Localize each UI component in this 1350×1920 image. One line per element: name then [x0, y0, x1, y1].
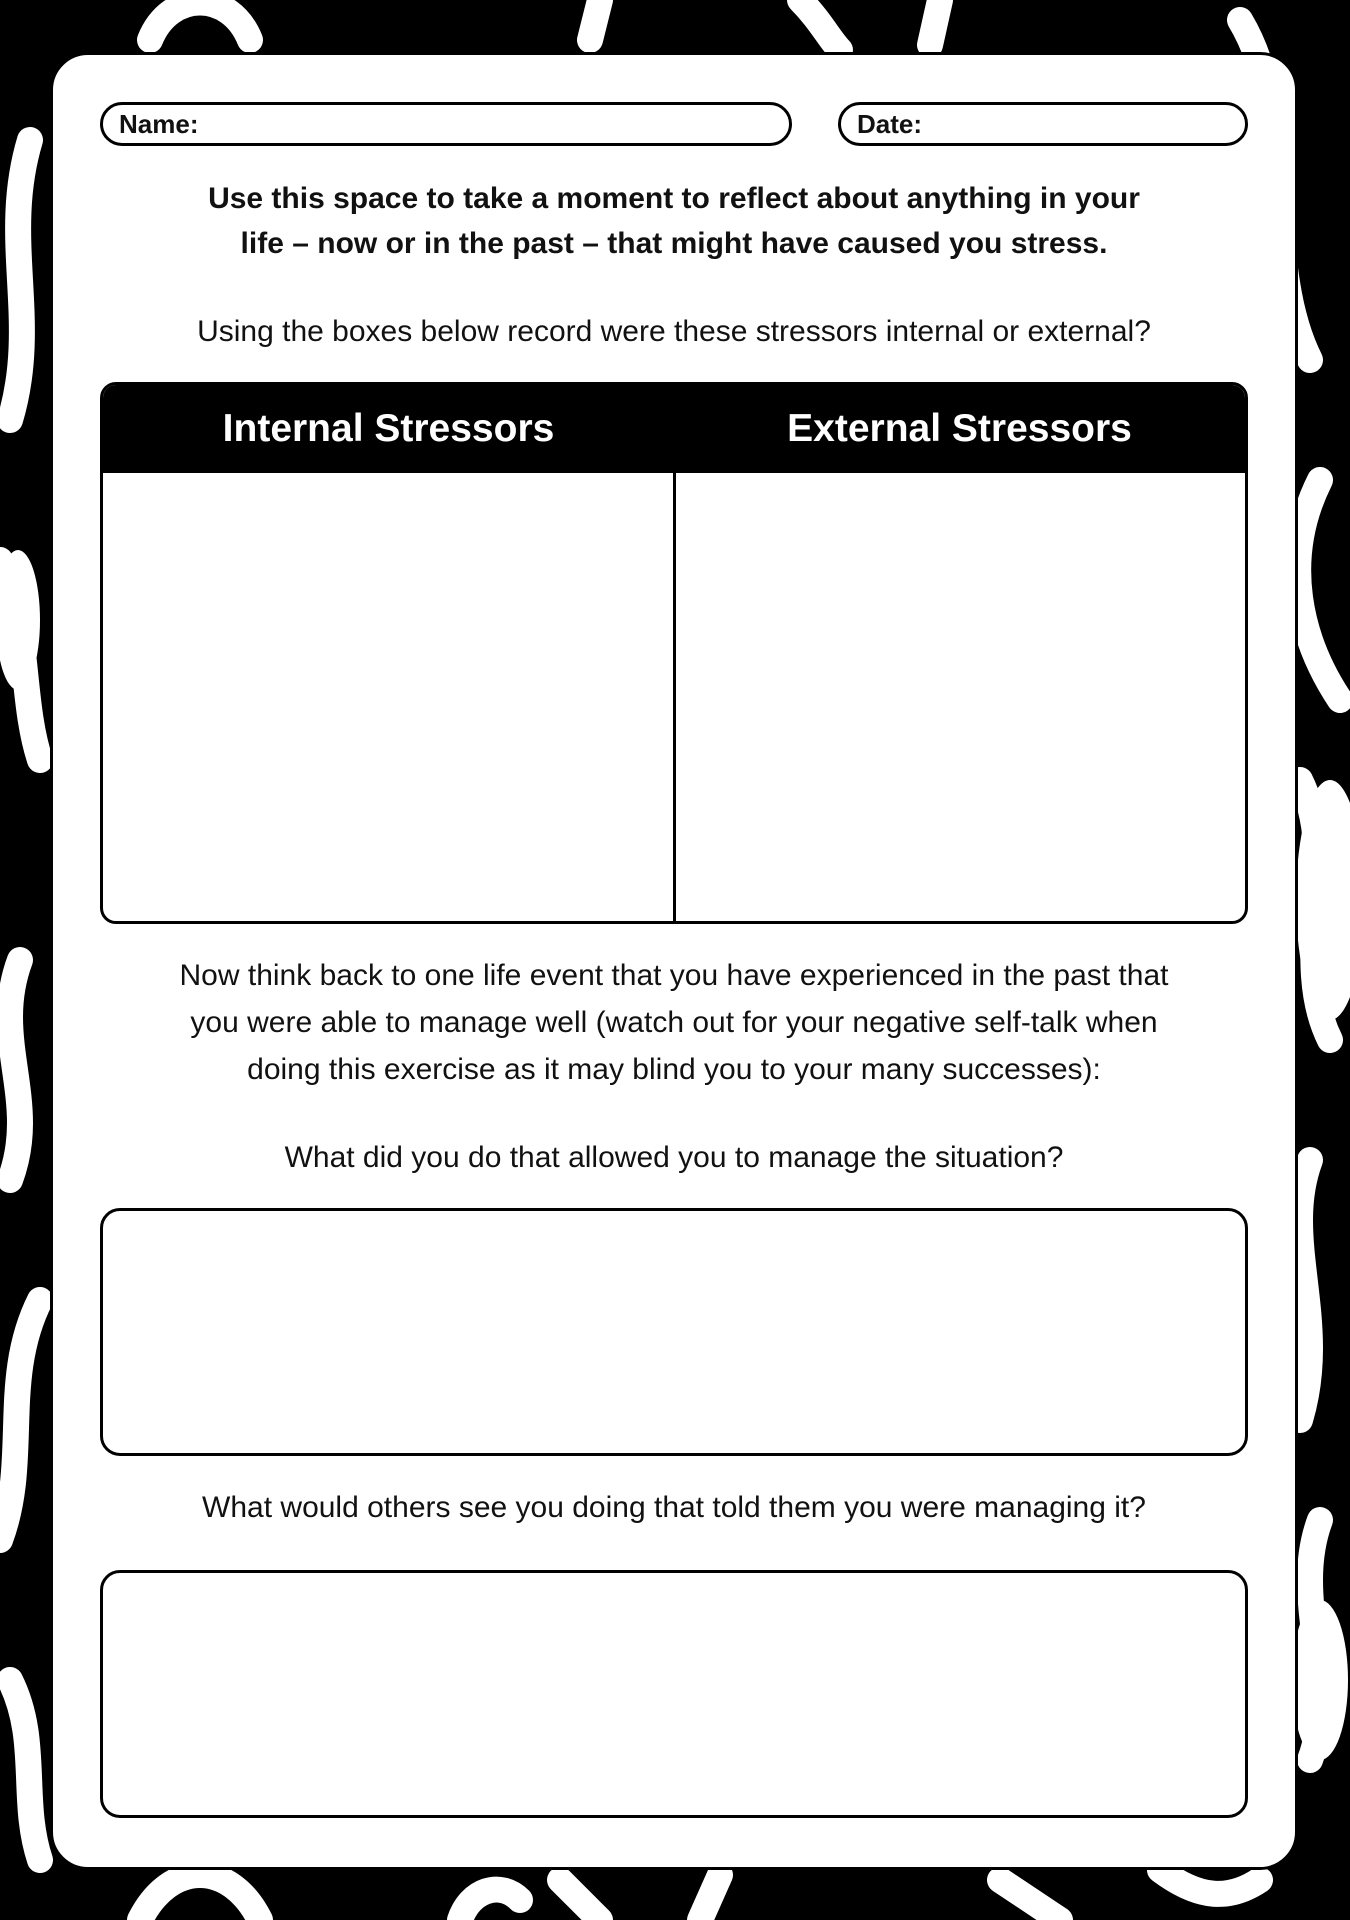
stressors-table [100, 382, 1248, 924]
stressors-table-body [103, 473, 1245, 921]
intro-instructions [100, 176, 1248, 266]
intro-line-2: life – now or in the past – that might have caused you stress. [240, 227, 1108, 260]
life-event-line-3: doing this exercise as it may blind you to your many successes): [247, 1053, 1101, 1086]
stressors-table-header [103, 385, 1245, 473]
life-event-line-2: you were able to manage well (watch out for your negative self-talk when [190, 1006, 1158, 1039]
intro-line-1: Use this space to take a moment to reflect about anything in your [208, 182, 1140, 215]
question-2-label: What would others see you doing that told them you were managing it? [202, 1491, 1146, 1524]
internal-stressors-input[interactable] [103, 473, 676, 921]
internal-stressors-header: Internal Stressors [222, 407, 555, 450]
stressors-prompt: Using the boxes below record were these stressors internal or external? [197, 315, 1151, 348]
name-label: Name: [119, 108, 199, 139]
external-stressors-input[interactable] [676, 473, 1246, 921]
external-stressors-header: External Stressors [787, 407, 1132, 450]
life-event-line-1: Now think back to one life event that you have experienced in the past that [179, 959, 1169, 992]
date-field[interactable] [838, 102, 1248, 146]
question-1-answer-box[interactable] [100, 1208, 1248, 1456]
date-label: Date: [857, 108, 923, 139]
question-1-label: What did you do that allowed you to manage the situation? [284, 1141, 1064, 1174]
name-field[interactable] [100, 102, 792, 146]
life-event-prompt [100, 952, 1248, 1093]
question-2-answer-box[interactable] [100, 1570, 1248, 1818]
